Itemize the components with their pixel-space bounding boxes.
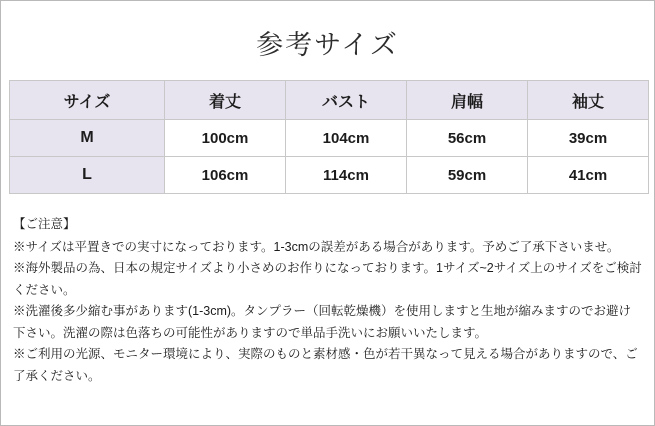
notes-heading: 【ご注意】 (13, 217, 76, 231)
cell-m-shoulder: 56cm (407, 120, 528, 157)
column-header-bust: バスト (286, 81, 407, 120)
column-header-length: 着丈 (165, 81, 286, 120)
note-item-4: ※ご利用の光源、モニター環境により、実際のものと素材感・色が若干異なって見える場合がありますので、ご了承ください。 (13, 347, 638, 383)
column-header-shoulder: 肩幅 (407, 81, 528, 120)
cell-m-length: 100cm (165, 120, 286, 157)
cell-l-sleeve: 41cm (528, 157, 649, 194)
table-body (10, 120, 649, 194)
cell-m-bust: 104cm (286, 120, 407, 157)
page-title: 参考サイズ (256, 30, 399, 60)
column-header-size: サイズ (10, 81, 165, 120)
cell-l-length: 106cm (165, 157, 286, 194)
cell-l-bust: 114cm (286, 157, 407, 194)
table-row (10, 157, 649, 194)
size-table-container (1, 80, 654, 194)
column-header-sleeve: 袖丈 (528, 81, 649, 120)
table-header (10, 81, 649, 120)
row-label-m: M (10, 120, 165, 157)
cell-l-shoulder: 59cm (407, 157, 528, 194)
cell-m-sleeve: 39cm (528, 120, 649, 157)
row-label-l: L (10, 157, 165, 194)
note-item-3: ※洗濯後多少縮む事があります(1-3cm)。タンプラー（回転乾燥機）を使用しますと生地が縮みますのでお避け下さい。洗濯の際は色落ちの可能性がありますので単品手洗いにお願いいたします。 (13, 304, 632, 340)
table-header-row (10, 81, 649, 120)
size-table (9, 80, 649, 194)
notes-section (1, 194, 654, 387)
note-item-2: ※海外製品の為、日本の規定サイズより小さめのお作りになっております。1サイズ~2サイズ上のサイズをご検討ください。 (13, 261, 642, 297)
note-item-1: ※サイズは平置きでの実寸になっております。1-3cmの誤差がある場合があります。予めご了承下さいませ。 (13, 239, 620, 254)
table-row (10, 120, 649, 157)
